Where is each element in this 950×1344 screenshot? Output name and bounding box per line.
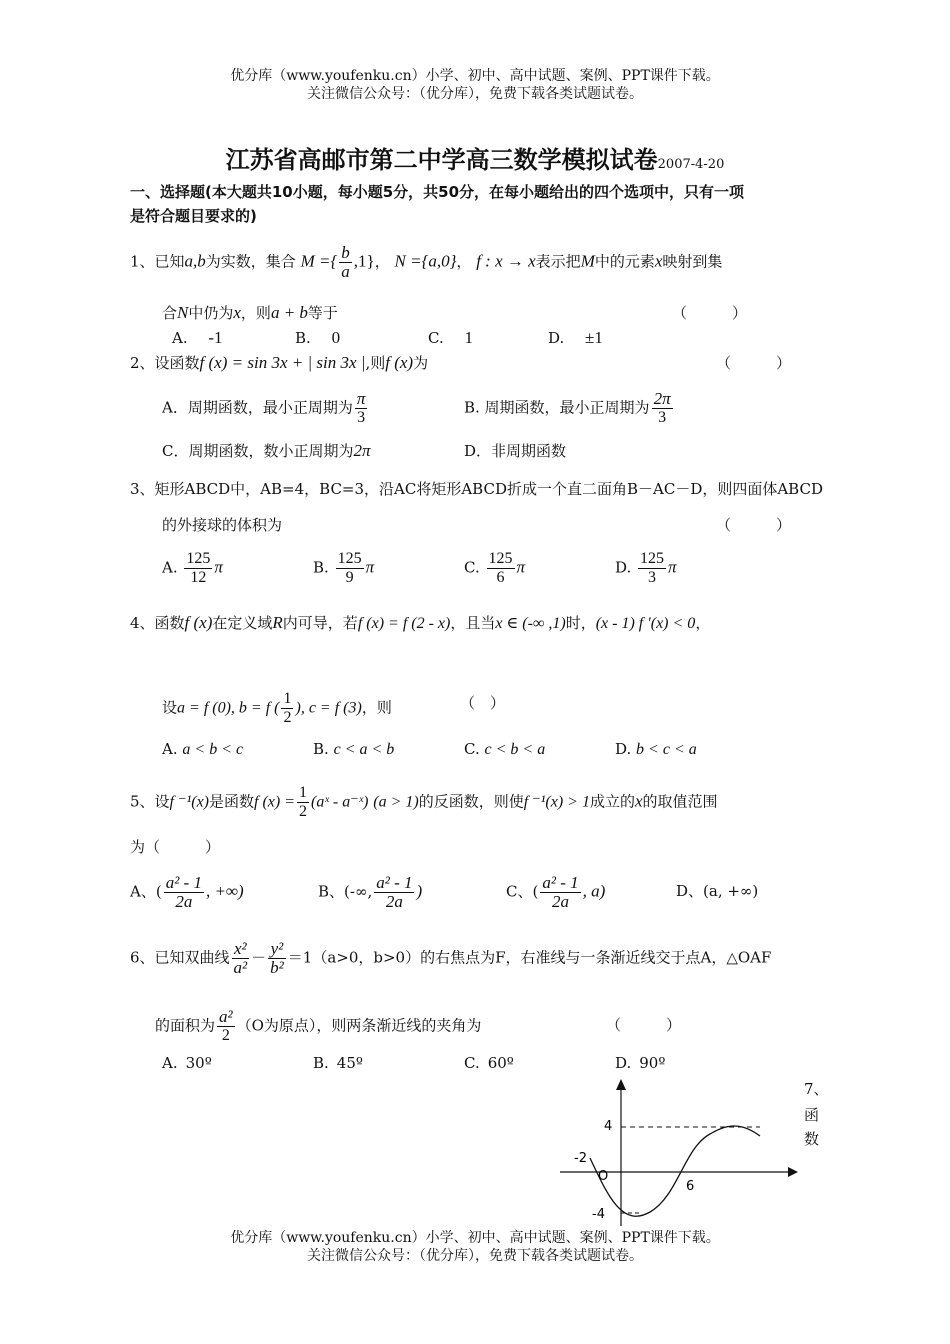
q1-set-N: N ={a,0} [394,251,457,271]
q5-option-d: D、(a, +∞) [676,882,759,900]
q1-text3: 中的元素 [594,252,655,271]
question-6-line1: 6、已知双曲线 $\frac{\text{x²}}{\text{a²}}$ － $\frac{\text{y²}}{\text{b²}}$ ＝1（a>0，b>0）的右焦点为F，右准线与一条渐近线交于点A，△OAF [130,939,772,977]
q6-option-d: D. 90º [615,1054,666,1072]
q1-ab: a,b [184,251,206,271]
q1-line2d: 等于 [307,304,338,322]
function-graph [560,1078,800,1228]
q6-option-b: B. 45º [313,1054,363,1072]
watermark-footer-line1: 优分库（www.youfenku.cn）小学、初中、高中试题、案例、PPT课件下载。 [230,1230,720,1246]
q1-line2c: ，则 [240,304,271,322]
q1-text4: 映射到集 [662,252,723,271]
question-3-line1: 3、矩形ABCD中，AB=4，BC=3，沿AC将矩形ABCD折成一个直二面角B－AC－D，则四面体ABCD [130,480,823,498]
q5-option-b: B、(-∞, $\frac{\text{a² - 1}}{2a}$ ) [318,873,423,911]
question-6-line2: 的面积为 $\frac{\text{a²}}{2}$ （O为原点），则两条渐近线的夹角为 [155,1007,482,1044]
q1-x2: x [233,303,241,322]
question-4-line1: 4、函数f (x)在定义域R内可导，若f (x) = f (2 - x)，且当x ∈ (-∞ ,1)时，(x - 1) f ′(x) < 0， [130,613,711,632]
q1-line2a: 合 [162,304,178,322]
question-4-line2: 设a = f (0), b = f ( $\frac{1}{2}$ ), c = f (3)，则 [162,690,392,726]
y-axis-arrow-icon [616,1079,626,1090]
q3-option-a: A. $\frac{125}{12}$ π [162,550,223,586]
question-5-line1: 5、设f ⁻¹(x)是函数f (x) = $\frac{1}{2}$ (aˣ - a⁻ˣ) (a > 1)的反函数，则使f ⁻¹(x) > 1成立的x的取值范围 [130,784,718,820]
question-7-char1: 函 [804,1106,820,1124]
q1-option-a: A. -1 [172,328,223,347]
q1-line2b: 中仍为 [188,304,234,322]
question-7-char2: 数 [804,1130,820,1148]
q3-option-d: D. $\frac{125}{3}$ π [615,550,677,586]
question-2 [130,352,428,373]
q1-option-d: D. ±1 [548,328,603,347]
title-text: 江苏省高邮市第二中学高三数学模拟试卷 [225,146,658,174]
exam-title [0,140,950,175]
q1-frac: $\frac{b}{a}$ [341,243,350,281]
q2-text2: 为 [413,354,429,372]
x-axis-arrow-icon [788,1167,798,1177]
question-7-number: 7、 [804,1080,829,1098]
q5-option-a: A、( $\frac{\text{a² - 1}}{2a}$ , +∞) [130,873,244,911]
q1-set-M: M ={ [300,251,338,271]
label-4: 4 [604,1119,613,1134]
q1-text2: 表示把 [535,252,581,271]
q2-expression: f (x) = sin 3x + | sin 3x | [199,353,366,372]
q2-text1: ,则 [365,354,386,372]
q1-x: x [654,251,663,271]
q4-option-a: A. a < b < c [162,740,244,758]
label-minus-2: -2 [574,1151,587,1166]
q1-option-b: B. 0 [295,328,341,347]
q1-answer-paren: （ ） [672,304,748,322]
q1-set-M-tail: ,1} [353,251,375,271]
q4-option-b: B. c < a < b [313,740,395,758]
q1-option-c: C. 1 [428,328,473,347]
question-1-line2 [162,302,338,323]
label-6: 6 [686,1179,695,1194]
q3-option-b: B. $\frac{125}{9}$ π [313,550,375,586]
q6-option-a: A. 30º [162,1054,212,1072]
q2-option-d: D．非周期函数 [464,442,567,460]
q5-option-c: C、( $\frac{\text{a² - 1}}{2a}$ , a) [506,873,606,911]
q1-text1: 为实数，集合 [205,252,296,271]
q2-answer-paren: （ ） [716,354,792,372]
section-heading-line2: 是符合题目要求的) [130,207,257,225]
label-minus-4: -4 [592,1207,605,1222]
watermark-footer-line2: 关注微信公众号：（优分库），免费下载各类试题试卷。 [307,1248,643,1264]
sine-curve [590,1126,760,1216]
q2-option-a: A．周期函数，最小正周期为 $\frac{\pi}{3}$ [162,389,366,426]
q1-M-label: M [580,251,595,271]
q6-option-c: C. 60º [464,1054,514,1072]
section-heading-line1: 一、选择题(本大题共10小题，每小题5分，共50分，在每小题给出的四个选项中，只有一项 [130,183,745,201]
q6-answer-paren: （ ） [606,1016,682,1034]
watermark-header-line2: 关注微信公众号：（优分库），免费下载各类试题试卷。 [307,86,643,102]
q2-number: 2、设函数 [130,354,200,372]
q3-answer-paren: （ ） [716,516,792,534]
question-5-line2: 为（ ） [130,838,221,856]
q1-number: 1、已知 [130,252,185,271]
question-1-line1: 1、已知a,b为实数，集合 M ={ $\frac{b}{a}$ ,1}， N ={a,0}， f : x → x表示把M中的元素x映射到集 [130,243,723,281]
exam-date: 2007-4-20 [657,157,725,172]
q2-option-c: C．周期函数，数小正周期为2π [162,441,371,460]
q3-option-c: C. $\frac{125}{6}$ π [464,550,526,586]
label-origin: O [598,1169,609,1184]
q1-N: N [177,303,189,322]
q2-fx: f (x) [385,353,414,372]
q4-option-d: D. b < c < a [615,740,697,758]
question-3-line2: 的外接球的体积为 [162,516,283,534]
q4-answer-paren: （ ） [460,694,506,712]
watermark-header-line1: 优分库（www.youfenku.cn）小学、初中、高中试题、案例、PPT课件下载。 [230,68,720,84]
q4-option-c: C. c < b < a [464,740,546,758]
q2-option-b: B. 周期函数，最小正周期为 $\frac{2\pi}{3}$ [464,389,671,426]
q1-a-plus-b: a + b [270,303,308,322]
q1-mapping: f : x → x [476,251,536,271]
